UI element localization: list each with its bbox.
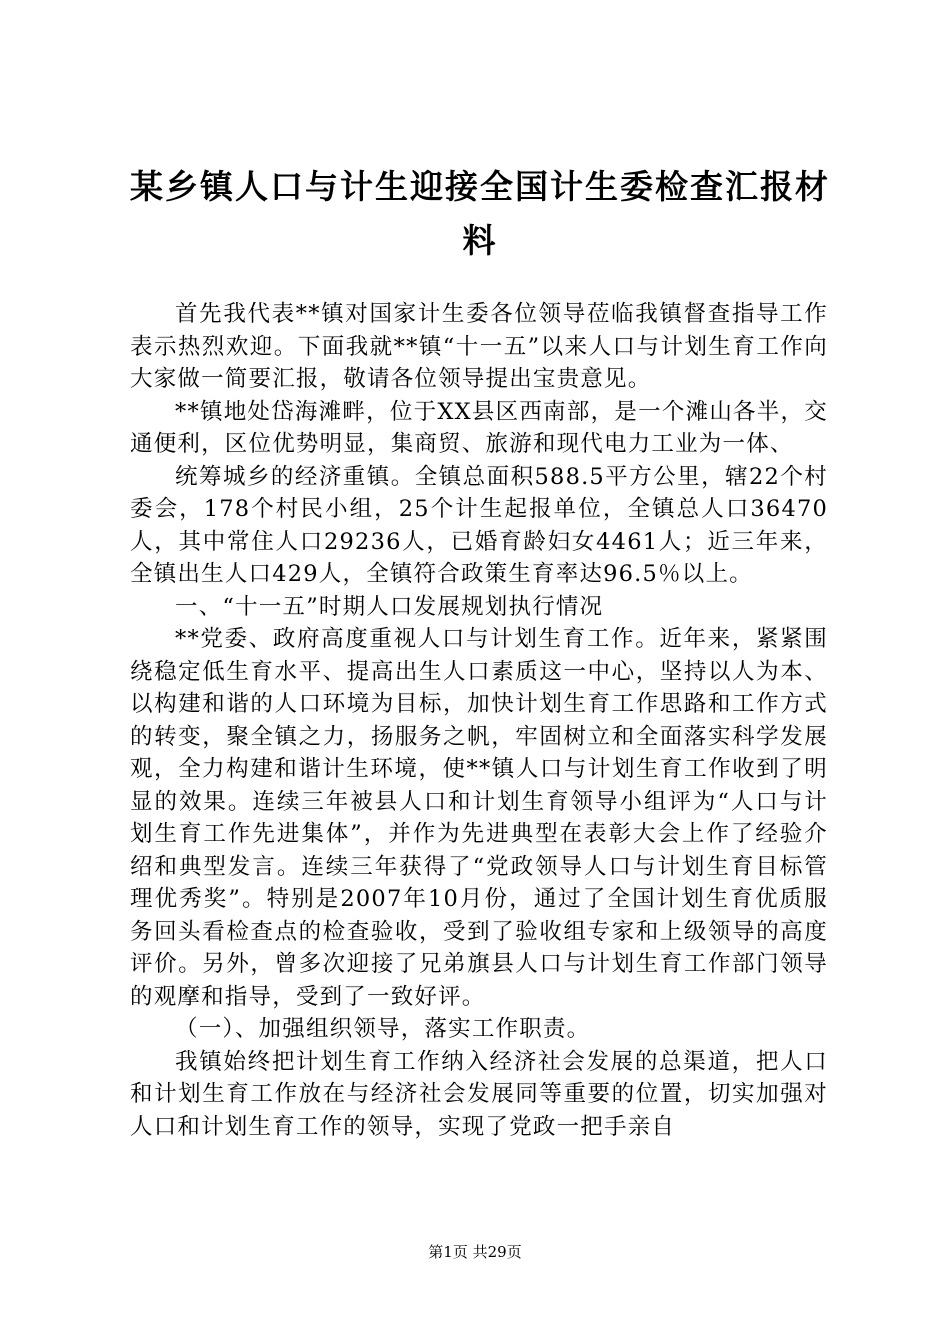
page-number-footer: 第1页 共29页 [428,1243,522,1261]
subsection-heading-1: （一）、加强组织领导，落实工作职责。 [175,1016,591,1042]
document-title: 某乡镇人口与计生迎接全国计生委检查汇报材料 [130,167,830,260]
paragraph-statistics: 统筹城乡的经济重镇。全镇总面积588.5平方公里，辖22个村委会，178个村民小组，25个计生起报单位，全镇总人口36470人，其中常住人口29236人，已婚育龄妇女4461人；近三年来，全镇出生人口429人，全镇符合政策生育率达96.5％以上。 [130,463,828,587]
paragraph-welcome: 首先我代表**镇对国家计生委各位领导莅临我镇督查指导工作表示热烈欢迎。下面我就**镇“十一五”以来人口与计划生育工作向大家做一简要汇报，敬请各位领导提出宝贵意见。 [130,301,828,392]
document-body [130,298,828,1143]
paragraph-leadership: 我镇始终把计划生育工作纳入经济社会发展的总渠道，把人口和计划生育工作放在与经济社会发展同等重要的位置，切实加强对人口和计划生育工作的领导，实现了党政一把手亲自 [130,1048,828,1140]
paragraph-location: **镇地处岱海滩畔，位于XX县区西南部，是一个滩山各半，交通便利，区位优势明显，集商贸、旅游和现代电力工业为一体、 [130,398,828,457]
paragraph-achievements: **党委、政府高度重视人口与计划生育工作。近年来，紧紧围绕稳定低生育水平、提高出生人口素质这一中心，坚持以人为本、以构建和谐的人口环境为目标，加快计划生育工作思路和工作方式的转变，聚全镇之力，扬服务之帆，牢固树立和全面落实科学发展观，全力构建和谐计生环境，使**镇人口与计划生育工作收到了明显的效果。连续三年被县人口和计划生育领导小组评为“人口与计划生育工作先进集体”，并作为先进典型在表彰大会上作了经验介绍和典型发言。连续三年获得了“党政领导人口与计划生育目标管理优秀奖”。特别是2007年10月份，通过了全国计划生育优质服务回头看检查点的检查验收，受到了验收组专家和上级领导的高度评价。另外，曾多次迎接了兄弟旗县人口与计划生育工作部门领导的观摩和指导，受到了一致好评。 [130,626,828,1010]
section-heading-1: 一、“十一五”时期人口发展规划执行情况 [175,593,604,620]
